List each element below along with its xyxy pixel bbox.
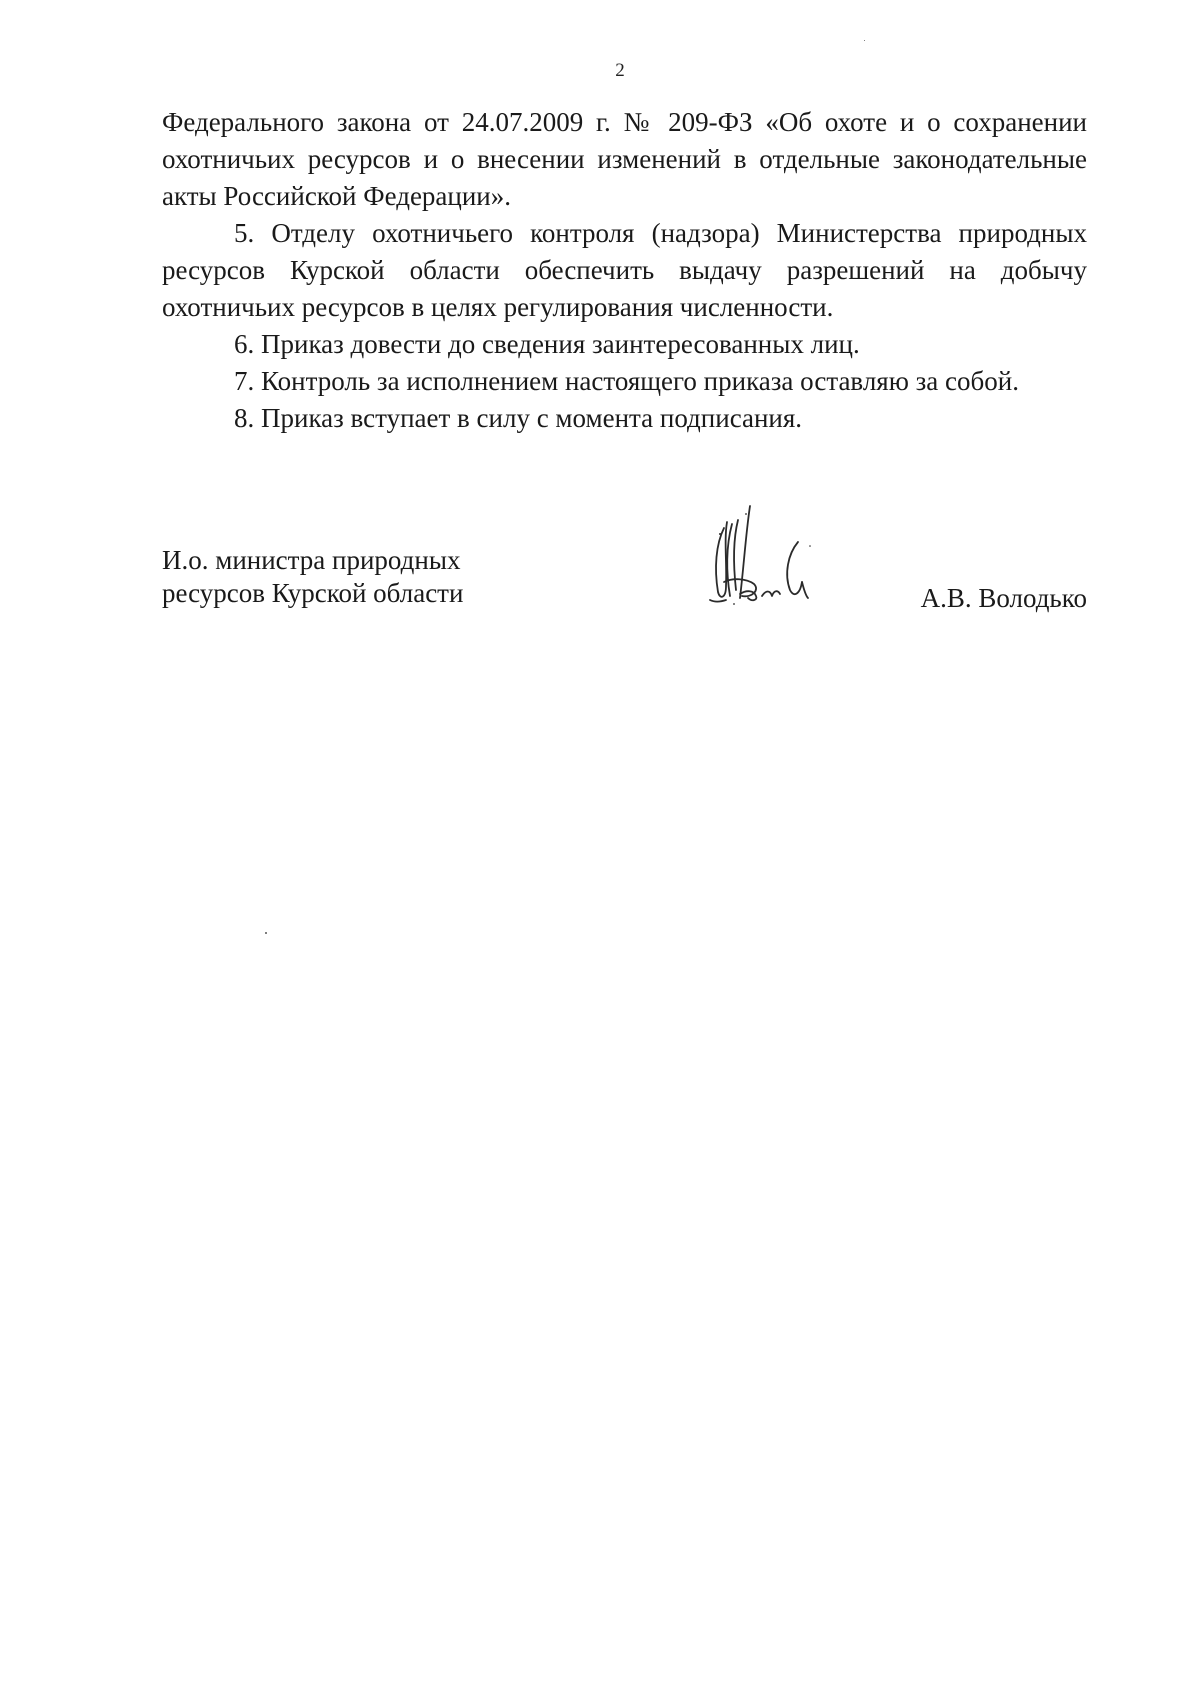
paragraph-item-7: 7. Контроль за исполнением настоящего приказа оставляю за собой. — [234, 366, 1019, 396]
signer-position-line1: И.о. министра природных — [162, 545, 461, 575]
handwritten-signature-icon — [680, 494, 840, 614]
paragraph-continuation: Федерального закона от 24.07.2009 г. № 209-ФЗ «Об охоте и о сохранении охотничьих ресурсов и о внесении изменений в отдельные законодательные акты Российской Федерации». — [162, 107, 1087, 211]
scan-speck — [265, 932, 267, 934]
scan-speck — [864, 40, 865, 41]
paragraph-item-6: 6. Приказ довести до сведения заинтересованных лиц. — [234, 329, 860, 359]
paragraph-item-5: 5. Отделу охотничьего контроля (надзора) Министерства природных ресурсов Курской области обеспечить выдачу разрешений на добычу охотничьих ресурсов в целях регулирования численности. — [162, 218, 1087, 322]
signer-position — [162, 544, 463, 610]
signature-block — [162, 544, 1087, 634]
page-number: 2 — [615, 60, 625, 81]
document-body — [162, 104, 1087, 437]
paragraph-item-8: 8. Приказ вступает в силу с момента подписания. — [234, 403, 803, 433]
signer-name: А.В. Володько — [920, 583, 1087, 613]
signer-position-line2: ресурсов Курской области — [162, 578, 464, 608]
